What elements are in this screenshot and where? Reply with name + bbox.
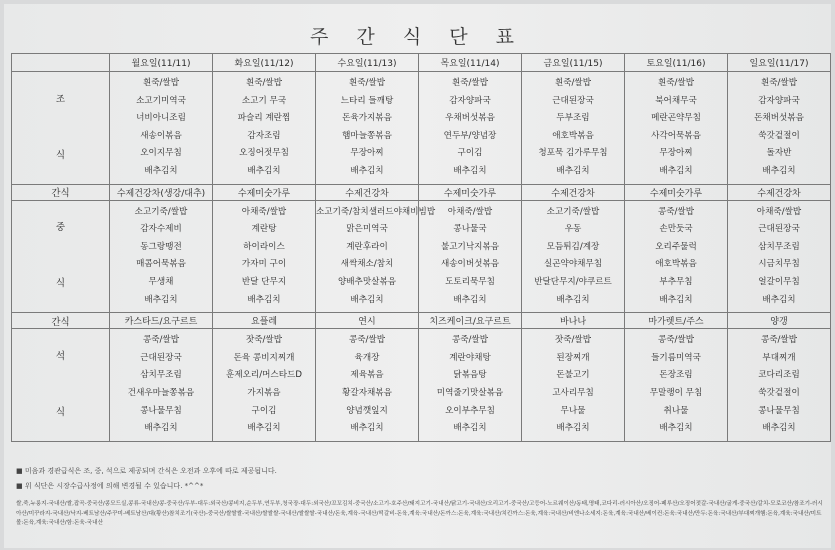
- day-header: 월요일(11/11): [110, 54, 213, 72]
- menu-item: 가지볶음: [247, 387, 281, 398]
- menu-sheet: [4, 4, 831, 548]
- menu-item: 배추김치: [556, 423, 590, 434]
- lunch-label: 중 식: [12, 200, 110, 313]
- menu-item: 배추김치: [350, 165, 384, 176]
- dinner-label: 석 식: [12, 329, 110, 442]
- menu-item: 배추김치: [659, 423, 693, 434]
- menu-item: 흰죽/쌀밥: [348, 78, 386, 88]
- menu-item: 소고기죽/쌀밥: [134, 206, 188, 217]
- menu-item: 양배추맛살볶음: [337, 276, 397, 287]
- menu-item: 훈제오리/머스타드D: [226, 370, 302, 381]
- menu-item: 소고기죽/쌀밥: [546, 206, 600, 217]
- menu-item: 감자수제비: [140, 224, 182, 235]
- menu-item: 소고기미역국: [136, 95, 186, 106]
- dinner-cell: [419, 329, 522, 442]
- menu-item: 삼치무조림: [758, 241, 800, 252]
- day-header-row: [12, 54, 831, 72]
- menu-item: 햄마늘쫑볶음: [342, 130, 392, 141]
- note-meal-service: ■ 미음과 경관급식은 조, 중, 석으로 제공되며 간식은 오전과 오후에 따로 제공됩니다.: [16, 467, 277, 475]
- menu-item: 오이부추무침: [445, 405, 495, 416]
- note-menu-change: ■ 위 식단은 시장수급사정에 의해 변경될 수 있습니다. *^^*: [16, 482, 204, 490]
- menu-item: 배추김치: [247, 294, 281, 305]
- menu-item: 배추김치: [556, 294, 590, 305]
- menu-item: 들기름미역국: [651, 352, 701, 363]
- breakfast-cell: [316, 72, 419, 185]
- menu-item: 오이지무침: [140, 148, 182, 159]
- origin-info: 쌀,죽,누룽지-국내산/쌀,잡곡-중국산/콩모드실,콩류-국내산/콩-중국산/두부-대두:외국산/콩비지,순두부,연두부,청국장-대두:외국산/꼬꼬김치-중국산/소고기-호주산/돼지고기-국내산/닭고기-국내산/오리고기-중국산/고등어-노르웨이산/동태,명태,코다리-러시아산/오징어-페루산/오징어젓갈-국내산/굴게-중국산/갈치-모로코산/참조기-러시아산/미꾸라지-국내산/낙지-베트남산/주꾸미-베트남산/대(황산)참치조기(국산)-중국산/쌀쌀쌀-국내산/쌀쌀쌀-국내산/쌀쌀쌀-국내산/돈육,계육-국내산/떡갈비-돈육,계육:국내산/돈까스:돈육,계육:국내산/치킨까스:돈육,계육:국내산/비엔나소세지:돈육,계육:국내산/베이컨:돈육:국내산/만두:돈육:국내산/부대찌개햄:돈육,계육:국내산/미트볼:돈육,계육:국내산/함:돈육-국내산: [16, 501, 823, 526]
- menu-item: 오리주물럭: [655, 241, 697, 252]
- menu-item: 부추무침: [659, 276, 693, 287]
- snack-cell: 수제건강차(생강/대추): [110, 184, 213, 200]
- lunch-cell: [522, 200, 625, 313]
- menu-item: 돈육가지볶음: [342, 113, 392, 124]
- menu-item: 흰죽/쌀밥: [554, 78, 592, 88]
- menu-item: 메란곤약무침: [651, 113, 701, 124]
- menu-item: 무말랭이 무침: [649, 387, 703, 398]
- menu-item: 배추김치: [350, 423, 384, 434]
- menu-item: 배추김치: [659, 294, 693, 305]
- menu-item: 아채죽/쌀밥: [447, 206, 493, 217]
- header-corner: [12, 54, 110, 72]
- menu-item: 새송이버섯볶음: [440, 259, 500, 270]
- menu-item: 콩나물국: [453, 224, 487, 235]
- snack-cell: 수제건강차: [316, 184, 419, 200]
- menu-item: 배추김치: [144, 165, 178, 176]
- menu-item: 근대된장국: [552, 95, 594, 106]
- dinner-cell: [522, 329, 625, 442]
- menu-item: 사각어묵볶음: [651, 130, 701, 141]
- dinner-cell: [110, 329, 213, 442]
- menu-item: 육개장: [354, 352, 380, 363]
- lunch-cell: [316, 200, 436, 313]
- menu-item: 아채죽/쌀밥: [241, 206, 287, 217]
- menu-item: 시금치무침: [758, 259, 800, 270]
- menu-item: 돈장조림: [659, 370, 693, 381]
- menu-item: 삼치무조림: [140, 370, 182, 381]
- menu-item: 애호박볶음: [552, 130, 594, 141]
- menu-item: 하이라이스: [243, 241, 285, 252]
- snack-cell: 마가렛트/주스: [625, 313, 728, 329]
- lunch-cell: [728, 200, 831, 313]
- dinner-cell: [213, 329, 316, 442]
- menu-item: 손만둣국: [659, 224, 693, 235]
- menu-item: 잣죽/쌀밥: [554, 335, 592, 346]
- breakfast-cell: [625, 72, 728, 185]
- menu-item: 돈육 콩비지찌개: [233, 352, 295, 363]
- menu-item: 새싹채소/참치: [340, 259, 394, 270]
- menu-item: 불고기낙지볶음: [440, 241, 500, 252]
- menu-item: 흰죽/쌀밥: [142, 78, 180, 88]
- snack-cell: 요플레: [213, 313, 316, 329]
- menu-item: 배추김치: [762, 423, 796, 434]
- notes-section: [16, 464, 824, 529]
- breakfast-label: 조 식: [12, 72, 110, 185]
- snack-cell: 카스타드/요구르트: [110, 313, 213, 329]
- menu-item: 소고기죽/참치샐러드야채비빔밥: [316, 206, 436, 217]
- menu-item: 콩나물무침: [758, 405, 800, 416]
- menu-item: 흰죽/쌀밥: [657, 78, 695, 88]
- menu-item: 흰죽/쌀밥: [451, 78, 489, 88]
- menu-item: 파슬리 계란찜: [237, 113, 291, 124]
- menu-item: 돌자반: [766, 148, 792, 159]
- day-header: 일요일(11/17): [728, 54, 831, 72]
- menu-item: 계란탕: [251, 224, 277, 235]
- menu-item: 얼갈이무침: [758, 276, 800, 287]
- menu-item: 가자미 구이: [241, 259, 287, 270]
- dinner-cell: [728, 329, 831, 442]
- menu-item: 반달 단무지: [241, 276, 287, 287]
- menu-item: 배추김치: [144, 423, 178, 434]
- menu-item: 감자양파국: [758, 95, 800, 106]
- menu-item: 배추김치: [144, 294, 178, 305]
- menu-item: 계란야채탕: [449, 352, 491, 363]
- day-header: 목요일(11/14): [419, 54, 522, 72]
- snack-row-morning: [12, 184, 831, 200]
- menu-item: 애호박볶음: [655, 259, 697, 270]
- menu-item: 배추김치: [350, 294, 384, 305]
- menu-item: 우동: [564, 224, 582, 235]
- menu-item: 배추김치: [247, 423, 281, 434]
- menu-item: 새송이볶음: [140, 130, 182, 141]
- menu-item: 배추김치: [762, 165, 796, 176]
- snack-cell: 치즈케이크/요구르트: [419, 313, 522, 329]
- menu-item: 느타리 들깨탕: [340, 95, 394, 106]
- breakfast-cell: [419, 72, 522, 185]
- menu-item: 모듬튀김/계장: [546, 241, 600, 252]
- lunch-cell: [213, 200, 316, 313]
- menu-item: 배추김치: [659, 165, 693, 176]
- menu-item: 코다리조림: [758, 370, 800, 381]
- menu-item: 콩죽/쌀밥: [348, 335, 386, 346]
- menu-item: 구이김: [251, 405, 277, 416]
- snack-cell: 수제건강차: [522, 184, 625, 200]
- snack-cell: 수제건강차: [728, 184, 831, 200]
- snack-row-afternoon: [12, 313, 831, 329]
- breakfast-cell: [213, 72, 316, 185]
- menu-item: 배추김치: [453, 165, 487, 176]
- snack-label: 간식: [12, 313, 110, 329]
- menu-item: 제육볶음: [350, 370, 384, 381]
- menu-item: 황갈자채볶음: [342, 387, 392, 398]
- dinner-cell: [316, 329, 419, 442]
- menu-item: 동그랑땡전: [140, 241, 182, 252]
- menu-item: 무생채: [148, 276, 174, 287]
- lunch-row: [12, 200, 831, 313]
- menu-item: 된장찌개: [556, 352, 590, 363]
- dinner-cell: [625, 329, 728, 442]
- menu-item: 콩죽/쌀밥: [657, 335, 695, 346]
- menu-item: 매콤어묵볶음: [136, 259, 186, 270]
- menu-item: 도토리묵무침: [445, 276, 495, 287]
- menu-item: 닭볶음탕: [453, 370, 487, 381]
- menu-item: 청포묵 김가루무침: [538, 148, 608, 159]
- snack-cell: 수제미숫가루: [625, 184, 728, 200]
- day-header: 토요일(11/16): [625, 54, 728, 72]
- snack-label: 간식: [12, 184, 110, 200]
- menu-item: 돈불고기: [556, 370, 590, 381]
- weekly-menu-table: [11, 53, 831, 442]
- menu-item: 배추김치: [453, 294, 487, 305]
- menu-item: 쑥갓겉절이: [758, 130, 800, 141]
- menu-item: 감자조림: [247, 130, 281, 141]
- menu-item: 콩죽/쌀밥: [142, 335, 180, 346]
- menu-item: 콩죽/쌀밥: [760, 335, 798, 346]
- menu-item: 무나물: [560, 405, 586, 416]
- menu-item: 고사리무침: [552, 387, 594, 398]
- day-header: 수요일(11/13): [316, 54, 419, 72]
- snack-cell: 수제미숫가루: [419, 184, 522, 200]
- menu-item: 두부조림: [556, 113, 590, 124]
- menu-item: 북어채무국: [655, 95, 697, 106]
- menu-item: 너비아니조림: [136, 113, 186, 124]
- menu-item: 돈채버섯볶음: [754, 113, 804, 124]
- breakfast-cell: [728, 72, 831, 185]
- menu-item: 양념깻잎지: [346, 405, 388, 416]
- menu-item: 맑은미역국: [346, 224, 388, 235]
- menu-item: 배추김치: [453, 423, 487, 434]
- menu-item: 콩죽/쌀밥: [451, 335, 489, 346]
- menu-item: 감자양파국: [449, 95, 491, 106]
- menu-item: 취나물: [663, 405, 689, 416]
- menu-item: 계란후라이: [346, 241, 388, 252]
- lunch-cell: [110, 200, 213, 313]
- menu-item: 흰죽/쌀밥: [760, 78, 798, 88]
- menu-item: 실곤약야채무침: [543, 259, 603, 270]
- menu-item: 우채버섯볶음: [445, 113, 495, 124]
- page-title: 주 간 식 단 표: [310, 26, 525, 48]
- menu-item: 배추김치: [762, 294, 796, 305]
- menu-item: 구이김: [457, 148, 483, 159]
- menu-item: 배추김치: [247, 165, 281, 176]
- dinner-row: [12, 329, 831, 442]
- breakfast-cell: [522, 72, 625, 185]
- menu-item: 무장아찌: [659, 148, 693, 159]
- snack-cell: 수제미숫가루: [213, 184, 316, 200]
- menu-item: 오징어젓무침: [239, 148, 289, 159]
- day-header: 화요일(11/12): [213, 54, 316, 72]
- snack-cell: 양갱: [728, 313, 831, 329]
- breakfast-cell: [110, 72, 213, 185]
- menu-item: 연두부/양념장: [443, 130, 497, 141]
- snack-cell: 바나나: [522, 313, 625, 329]
- snack-cell: 연시: [316, 313, 419, 329]
- menu-item: 반달단무지/야쿠르트: [534, 276, 612, 287]
- menu-item: 흰죽/쌀밥: [245, 78, 283, 88]
- lunch-cell: [625, 200, 728, 313]
- menu-item: 아채죽/쌀밥: [756, 206, 802, 217]
- menu-item: 근대된장국: [758, 224, 800, 235]
- menu-item: 배추김치: [556, 165, 590, 176]
- menu-item: 콩나물무침: [140, 405, 182, 416]
- menu-item: 쑥갓겉절이: [758, 387, 800, 398]
- breakfast-row: [12, 72, 831, 185]
- menu-item: 건새우마늘쫑볶음: [127, 387, 195, 398]
- day-header: 금요일(11/15): [522, 54, 625, 72]
- menu-item: 미역줄기맛살볶음: [436, 387, 504, 398]
- menu-item: 부대찌개: [762, 352, 796, 363]
- menu-item: 소고기 무국: [241, 95, 287, 106]
- menu-item: 근대된장국: [140, 352, 182, 363]
- menu-item: 잣죽/쌀밥: [245, 335, 283, 346]
- menu-item: 콩죽/쌀밥: [657, 206, 695, 217]
- menu-item: 무장아찌: [350, 148, 384, 159]
